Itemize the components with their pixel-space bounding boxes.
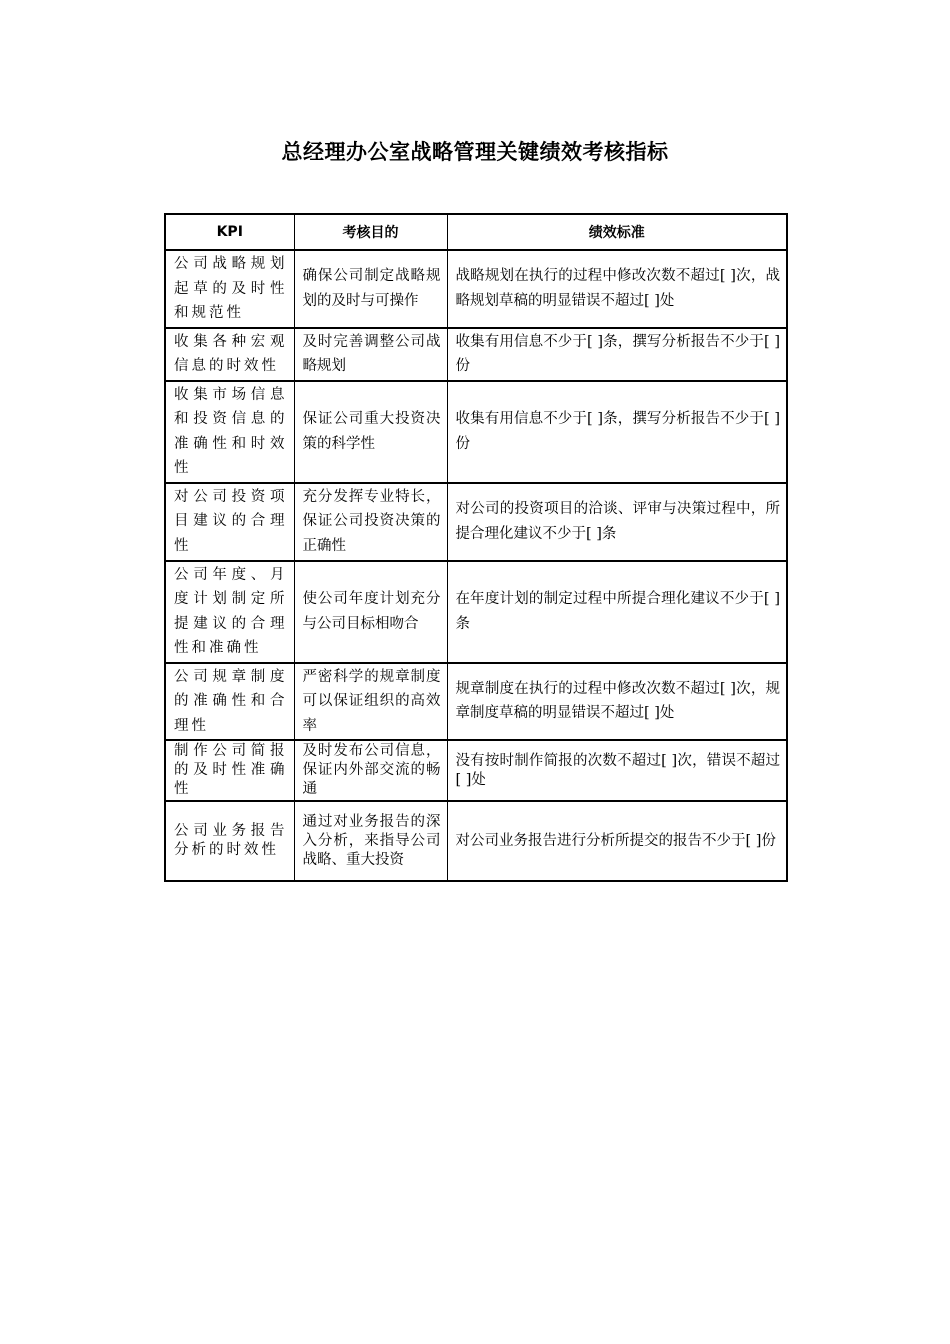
standard-cell: 收集有用信息不少于[ ]条，撰写分析报告不少于[ ]份 [447,381,787,483]
kpi-cell: 公司业务报告分析的时效性 [165,801,294,881]
table-row [165,561,787,663]
kpi-cell: 制作公司简报的及时性准确性 [165,740,294,801]
purpose-cell: 保证公司重大投资决策的科学性 [294,381,447,483]
table-header-row [165,214,787,250]
table-row [165,801,787,881]
page-title: 总经理办公室战略管理关键绩效考核指标 [281,140,669,164]
standard-cell: 规章制度在执行的过程中修改次数不超过[ ]次，规章制度草稿的明显错误不超过[ ]处 [447,663,787,741]
kpi-table [164,213,788,882]
kpi-cell: 公司规章制度的准确性和合理性 [165,663,294,741]
purpose-cell: 严密科学的规章制度可以保证组织的高效率 [294,663,447,741]
kpi-cell: 收集市场信息和投资信息的准确性和时效性 [165,381,294,483]
standard-cell: 战略规划在执行的过程中修改次数不超过[ ]次，战略规划草稿的明显错误不超过[ ]处 [447,250,787,328]
header-standard: 绩效标准 [447,214,787,250]
table-row [165,740,787,801]
table-row [165,328,787,381]
kpi-cell: 公司战略规划起草的及时性和规范性 [165,250,294,328]
kpi-cell: 收集各种宏观信息的时效性 [165,328,294,381]
purpose-cell: 使公司年度计划充分与公司目标相吻合 [294,561,447,663]
kpi-cell: 公司年度、月度计划制定所提建议的合理性和准确性 [165,561,294,663]
table-row [165,483,787,561]
purpose-cell: 及时发布公司信息，保证内外部交流的畅通 [294,740,447,801]
kpi-cell: 对公司投资项目建议的合理性 [165,483,294,561]
header-purpose: 考核目的 [294,214,447,250]
standard-cell: 在年度计划的制定过程中所提合理化建议不少于[ ]条 [447,561,787,663]
standard-cell: 没有按时制作简报的次数不超过[ ]次，错误不超过[ ]处 [447,740,787,801]
table-row [165,381,787,483]
header-kpi: KPI [165,214,294,250]
purpose-cell: 及时完善调整公司战略规划 [294,328,447,381]
standard-cell: 收集有用信息不少于[ ]条，撰写分析报告不少于[ ]份 [447,328,787,381]
standard-cell: 对公司业务报告进行分析所提交的报告不少于[ ]份 [447,801,787,881]
standard-cell: 对公司的投资项目的洽谈、评审与决策过程中，所提合理化建议不少于[ ]条 [447,483,787,561]
purpose-cell: 充分发挥专业特长，保证公司投资决策的正确性 [294,483,447,561]
purpose-cell: 确保公司制定战略规划的及时与可操作 [294,250,447,328]
purpose-cell: 通过对业务报告的深入分析，来指导公司战略、重大投资 [294,801,447,881]
table-row [165,663,787,741]
table-row [165,250,787,328]
